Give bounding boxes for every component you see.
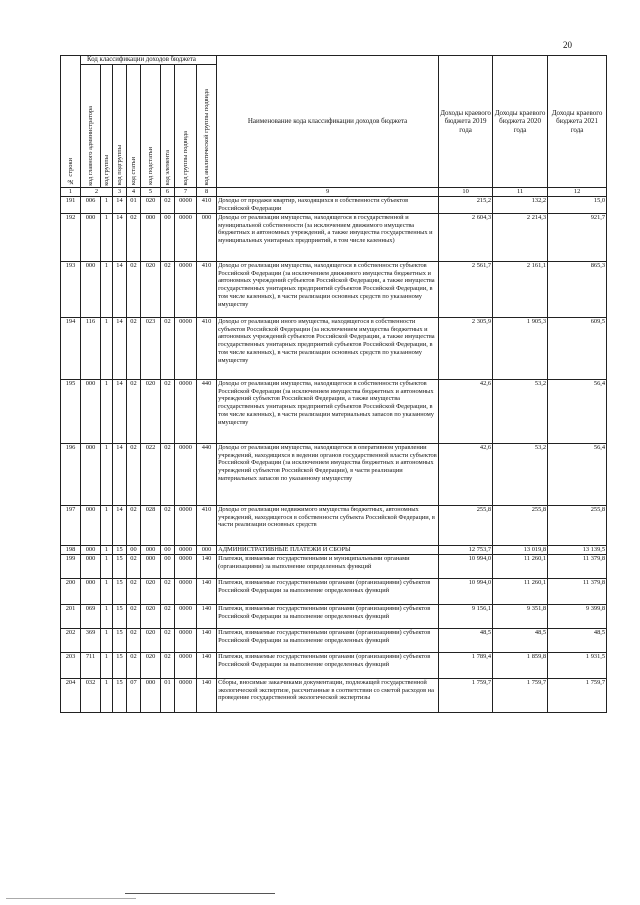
- row-name: Платежи, взимаемые государственными органами (организациями) субъектов Российской Федерации за выполнение определенных функций: [217, 628, 439, 652]
- value-2019: 10 994,0: [439, 554, 493, 578]
- code-element: 00: [161, 545, 175, 554]
- code-subarticle: 020: [141, 604, 161, 628]
- code-article: 01: [127, 197, 141, 214]
- col-number: 7: [175, 188, 197, 197]
- table-row: [61, 652, 607, 678]
- code-subarticle: 020: [141, 578, 161, 604]
- code-analytic-group: 440: [197, 443, 217, 505]
- code-subgroup: 15: [113, 545, 127, 554]
- code-subarticle: 020: [141, 379, 161, 443]
- col-number: 12: [548, 188, 607, 197]
- code-group: 1: [101, 197, 113, 214]
- code-subtype-group: 0000: [175, 261, 197, 317]
- code-analytic-group: 140: [197, 578, 217, 604]
- row-number: 198: [61, 545, 81, 554]
- value-2021: 11 379,8: [548, 554, 607, 578]
- table-row: [61, 678, 607, 712]
- code-article: 02: [127, 443, 141, 505]
- col-number: 3: [113, 188, 127, 197]
- code-element: 02: [161, 261, 175, 317]
- code-analytic-group: 410: [197, 261, 217, 317]
- row-name: Сборы, вносимые заказчиками документации, подлежащей государственной экологической экспертизе, рассчитанные в соответствии со сметой расходов на проведение государственной экологической экспертизы: [217, 678, 439, 712]
- value-2021: 11 379,8: [548, 578, 607, 604]
- table-row: [61, 443, 607, 505]
- col-number: 8: [197, 188, 217, 197]
- value-2020: 2 161,1: [493, 261, 548, 317]
- code-article: 07: [127, 678, 141, 712]
- row-name: АДМИНИСТРАТИВНЫЕ ПЛАТЕЖИ И СБОРЫ: [217, 545, 439, 554]
- code-subarticle: 020: [141, 197, 161, 214]
- table-row: [61, 261, 607, 317]
- code-subarticle: 000: [141, 554, 161, 578]
- code-group: 1: [101, 545, 113, 554]
- value-2021: 13 139,5: [548, 545, 607, 554]
- code-article: 02: [127, 604, 141, 628]
- code-element: 02: [161, 505, 175, 545]
- code-subarticle: 020: [141, 652, 161, 678]
- value-2021: 1 759,7: [548, 678, 607, 712]
- value-2019: 215,2: [439, 197, 493, 214]
- code-subgroup: 15: [113, 652, 127, 678]
- code-analytic-group: 410: [197, 197, 217, 214]
- value-2020: 1 905,3: [493, 317, 548, 379]
- header-code-subarticle: код подстатьи: [141, 65, 161, 188]
- code-subgroup: 14: [113, 505, 127, 545]
- row-number: 202: [61, 628, 81, 652]
- code-subtype-group: 0000: [175, 604, 197, 628]
- table-row: [61, 578, 607, 604]
- code-subgroup: 15: [113, 578, 127, 604]
- table-row: [61, 505, 607, 545]
- col-number: 2: [81, 188, 113, 197]
- value-2021: 56,4: [548, 379, 607, 443]
- header-name: Наименование кода классификации доходов бюджета: [217, 56, 439, 188]
- code-subarticle: 000: [141, 678, 161, 712]
- table-row: [61, 317, 607, 379]
- row-name: Доходы от реализации имущества, находящегося в оперативном управлении учреждений, находящихся в ведении органов государственной власти субъектов Российской Федерации (за исключением имущества бюджетных и автономных учреждений субъектов Российской Федерации), в части реализации материальных запасов по указанному имуществу: [217, 443, 439, 505]
- code-article: 02: [127, 261, 141, 317]
- code-element: 02: [161, 197, 175, 214]
- code-subtype-group: 0000: [175, 379, 197, 443]
- column-number-row: [61, 188, 607, 197]
- value-2020: 132,2: [493, 197, 548, 214]
- value-2020: 9 351,8: [493, 604, 548, 628]
- row-name: Доходы от продажи квартир, находящихся в собственности субъектов Российской Федерации: [217, 197, 439, 214]
- code-subgroup: 14: [113, 197, 127, 214]
- row-name: Доходы от реализации имущества, находящегося в государственной и муниципальной собственности (за исключением движимого имущества бюджетных и автономных учреждений, а также имущества государственных и муниципальных унитарных предприятий, в том числе казенных): [217, 213, 439, 261]
- value-2019: 1 789,4: [439, 652, 493, 678]
- code-article: 00: [127, 545, 141, 554]
- code-group: 1: [101, 628, 113, 652]
- value-2021: 865,3: [548, 261, 607, 317]
- value-2021: 56,4: [548, 443, 607, 505]
- code-admin: 000: [81, 554, 101, 578]
- code-subarticle: 020: [141, 261, 161, 317]
- code-admin: 000: [81, 213, 101, 261]
- code-element: 02: [161, 578, 175, 604]
- code-element: 02: [161, 604, 175, 628]
- header-year-2019: Доходы краевого бюджета 2019 года: [439, 56, 493, 188]
- row-name: Платежи, взимаемые государственными и муниципальными органами (организациями) за выполнение определенных функций: [217, 554, 439, 578]
- code-subtype-group: 0000: [175, 554, 197, 578]
- value-2021: 609,5: [548, 317, 607, 379]
- code-group: 1: [101, 317, 113, 379]
- col-number: 4: [127, 188, 141, 197]
- value-2020: 48,5: [493, 628, 548, 652]
- header-code-element: код элемента: [161, 65, 175, 188]
- value-2019: 2 604,3: [439, 213, 493, 261]
- value-2021: 15,0: [548, 197, 607, 214]
- table-row: [61, 604, 607, 628]
- code-group: 1: [101, 578, 113, 604]
- code-article: 02: [127, 578, 141, 604]
- code-subgroup: 14: [113, 443, 127, 505]
- col-number: 5: [141, 188, 161, 197]
- code-group: 1: [101, 678, 113, 712]
- code-subgroup: 15: [113, 604, 127, 628]
- code-subgroup: 14: [113, 317, 127, 379]
- code-group: 1: [101, 261, 113, 317]
- col-number: 9: [217, 188, 439, 197]
- header-year-2021: Доходы краевого бюджета 2021 года: [548, 56, 607, 188]
- code-subtype-group: 0000: [175, 678, 197, 712]
- code-article: 02: [127, 505, 141, 545]
- row-number: 203: [61, 652, 81, 678]
- row-name: Доходы от реализации имущества, находящегося в собственности субъектов Российской Федерации (за исключением движимого имущества бюджетных и автономных учреждений субъектов Российской Федерации, а также имущества государственных унитарных предприятий субъектов Российской Федерации, в том числе казенных), в части реализации основных средств по указанному имуществу: [217, 261, 439, 317]
- code-subtype-group: 0000: [175, 505, 197, 545]
- code-subgroup: 14: [113, 213, 127, 261]
- row-name: Доходы от реализации недвижимого имущества бюджетных, автономных учреждений, находящегося в собственности субъекта Российской Федерации, в части реализации основных средств: [217, 505, 439, 545]
- table-row: [61, 197, 607, 214]
- value-2019: 42,6: [439, 379, 493, 443]
- table-row: [61, 545, 607, 554]
- header-year-2020: Доходы краевого бюджета 2020 года: [493, 56, 548, 188]
- code-subarticle: 000: [141, 213, 161, 261]
- code-article: 02: [127, 379, 141, 443]
- code-admin: 000: [81, 261, 101, 317]
- row-number: 194: [61, 317, 81, 379]
- row-number: 197: [61, 505, 81, 545]
- code-analytic-group: 410: [197, 317, 217, 379]
- code-analytic-group: 440: [197, 379, 217, 443]
- code-admin: 369: [81, 628, 101, 652]
- table-row: [61, 628, 607, 652]
- value-2020: 1 759,7: [493, 678, 548, 712]
- code-group: 1: [101, 379, 113, 443]
- row-number: 200: [61, 578, 81, 604]
- value-2019: 2 561,7: [439, 261, 493, 317]
- code-subtype-group: 0000: [175, 578, 197, 604]
- row-number: 201: [61, 604, 81, 628]
- code-subgroup: 15: [113, 678, 127, 712]
- value-2021: 9 399,8: [548, 604, 607, 628]
- code-subgroup: 15: [113, 554, 127, 578]
- row-name: Доходы от реализации имущества, находящегося в собственности субъектов Российской Федерации (за исключением имущества бюджетных и автономных учреждений субъектов Российской Федерации, а также имущества государственных унитарных предприятий субъектов Российской Федерации, в том числе казенных), в части реализации материальных запасов по указанному имуществу: [217, 379, 439, 443]
- code-article: 02: [127, 554, 141, 578]
- code-admin: 069: [81, 604, 101, 628]
- value-2020: 2 214,3: [493, 213, 548, 261]
- code-element: 02: [161, 317, 175, 379]
- code-subtype-group: 0000: [175, 317, 197, 379]
- value-2019: 42,6: [439, 443, 493, 505]
- code-admin: 711: [81, 652, 101, 678]
- code-admin: 000: [81, 443, 101, 505]
- row-name: Платежи, взимаемые государственными органами (организациями) субъектов Российской Федерации за выполнение определенных функций: [217, 604, 439, 628]
- code-element: 02: [161, 628, 175, 652]
- row-number: 196: [61, 443, 81, 505]
- header-code-group: Код классификации доходов бюджета: [81, 56, 217, 65]
- code-subtype-group: 0000: [175, 545, 197, 554]
- code-article: 02: [127, 628, 141, 652]
- value-2019: 48,5: [439, 628, 493, 652]
- code-article: 02: [127, 652, 141, 678]
- row-name: Доходы от реализации иного имущества, находящегося в собственности субъектов Российской Федерации (за исключением имущества бюджетных и автономных учреждений субъектов Российской Федерации, а также имущества государственных унитарных предприятий субъектов Российской Федерации, в том числе казенных), в части реализации основных средств по указанному имуществу: [217, 317, 439, 379]
- code-analytic-group: 410: [197, 505, 217, 545]
- code-subarticle: 023: [141, 317, 161, 379]
- code-admin: 116: [81, 317, 101, 379]
- code-element: 01: [161, 678, 175, 712]
- col-number: 6: [161, 188, 175, 197]
- value-2019: 9 156,1: [439, 604, 493, 628]
- header-row-no: № строки: [61, 56, 81, 188]
- code-analytic-group: 140: [197, 628, 217, 652]
- code-analytic-group: 140: [197, 604, 217, 628]
- code-group: 1: [101, 652, 113, 678]
- value-2020: 255,8: [493, 505, 548, 545]
- value-2019: 255,8: [439, 505, 493, 545]
- code-analytic-group: 140: [197, 652, 217, 678]
- value-2019: 10 994,0: [439, 578, 493, 604]
- code-subarticle: 022: [141, 443, 161, 505]
- code-subtype-group: 0000: [175, 652, 197, 678]
- code-admin: 032: [81, 678, 101, 712]
- code-subgroup: 14: [113, 379, 127, 443]
- code-admin: 006: [81, 197, 101, 214]
- code-subgroup: 14: [113, 261, 127, 317]
- code-article: 02: [127, 317, 141, 379]
- code-element: 02: [161, 379, 175, 443]
- row-number: 204: [61, 678, 81, 712]
- code-admin: 000: [81, 578, 101, 604]
- table-row: [61, 554, 607, 578]
- col-number: 1: [61, 188, 81, 197]
- code-admin: 000: [81, 545, 101, 554]
- page-number: 20: [563, 40, 572, 50]
- value-2021: 1 931,5: [548, 652, 607, 678]
- row-name: Платежи, взимаемые государственными органами (организациями) субъектов Российской Федерации за выполнение определенных функций: [217, 652, 439, 678]
- value-2020: 11 260,1: [493, 554, 548, 578]
- code-element: 00: [161, 213, 175, 261]
- code-element: 02: [161, 443, 175, 505]
- value-2020: 13 019,8: [493, 545, 548, 554]
- scan-edge-line: [6, 898, 136, 899]
- code-subtype-group: 0000: [175, 628, 197, 652]
- row-number: 195: [61, 379, 81, 443]
- code-group: 1: [101, 505, 113, 545]
- code-element: 02: [161, 652, 175, 678]
- revenue-table: [60, 55, 607, 713]
- value-2020: 1 859,8: [493, 652, 548, 678]
- code-analytic-group: 000: [197, 213, 217, 261]
- value-2020: 53,2: [493, 379, 548, 443]
- header-code-analytic-group: код аналитической группы подвида: [197, 65, 217, 188]
- value-2021: 921,7: [548, 213, 607, 261]
- code-subarticle: 020: [141, 628, 161, 652]
- value-2019: 2 305,9: [439, 317, 493, 379]
- code-group: 1: [101, 554, 113, 578]
- code-element: 00: [161, 554, 175, 578]
- value-2019: 12 753,7: [439, 545, 493, 554]
- row-number: 192: [61, 213, 81, 261]
- value-2019: 1 759,7: [439, 678, 493, 712]
- code-analytic-group: 140: [197, 554, 217, 578]
- row-number: 193: [61, 261, 81, 317]
- code-analytic-group: 000: [197, 545, 217, 554]
- col-number: 10: [439, 188, 493, 197]
- bottom-rule: [125, 893, 275, 894]
- header-code-article: код статьи: [127, 65, 141, 188]
- code-group: 1: [101, 604, 113, 628]
- value-2021: 255,8: [548, 505, 607, 545]
- header-code-subtype-group: код группы подвида: [175, 65, 197, 188]
- code-subarticle: 000: [141, 545, 161, 554]
- code-subtype-group: 0000: [175, 443, 197, 505]
- code-analytic-group: 140: [197, 678, 217, 712]
- col-number: 11: [493, 188, 548, 197]
- header-code-subgroup: код подгруппы: [113, 65, 127, 188]
- code-admin: 000: [81, 505, 101, 545]
- code-group: 1: [101, 213, 113, 261]
- table-row: [61, 213, 607, 261]
- row-name: Платежи, взимаемые государственными органами (организациями) субъектов Российской Федерации за выполнение определенных функций: [217, 578, 439, 604]
- table-row: [61, 379, 607, 443]
- value-2021: 48,5: [548, 628, 607, 652]
- code-subtype-group: 0000: [175, 197, 197, 214]
- value-2020: 11 260,1: [493, 578, 548, 604]
- code-article: 02: [127, 213, 141, 261]
- code-admin: 000: [81, 379, 101, 443]
- header-code-admin: код главного администратора: [81, 65, 101, 188]
- code-subgroup: 15: [113, 628, 127, 652]
- value-2020: 53,2: [493, 443, 548, 505]
- row-number: 199: [61, 554, 81, 578]
- code-subarticle: 028: [141, 505, 161, 545]
- row-number: 191: [61, 197, 81, 214]
- code-group: 1: [101, 443, 113, 505]
- code-subtype-group: 0000: [175, 213, 197, 261]
- header-code-group-col: код группы: [101, 65, 113, 188]
